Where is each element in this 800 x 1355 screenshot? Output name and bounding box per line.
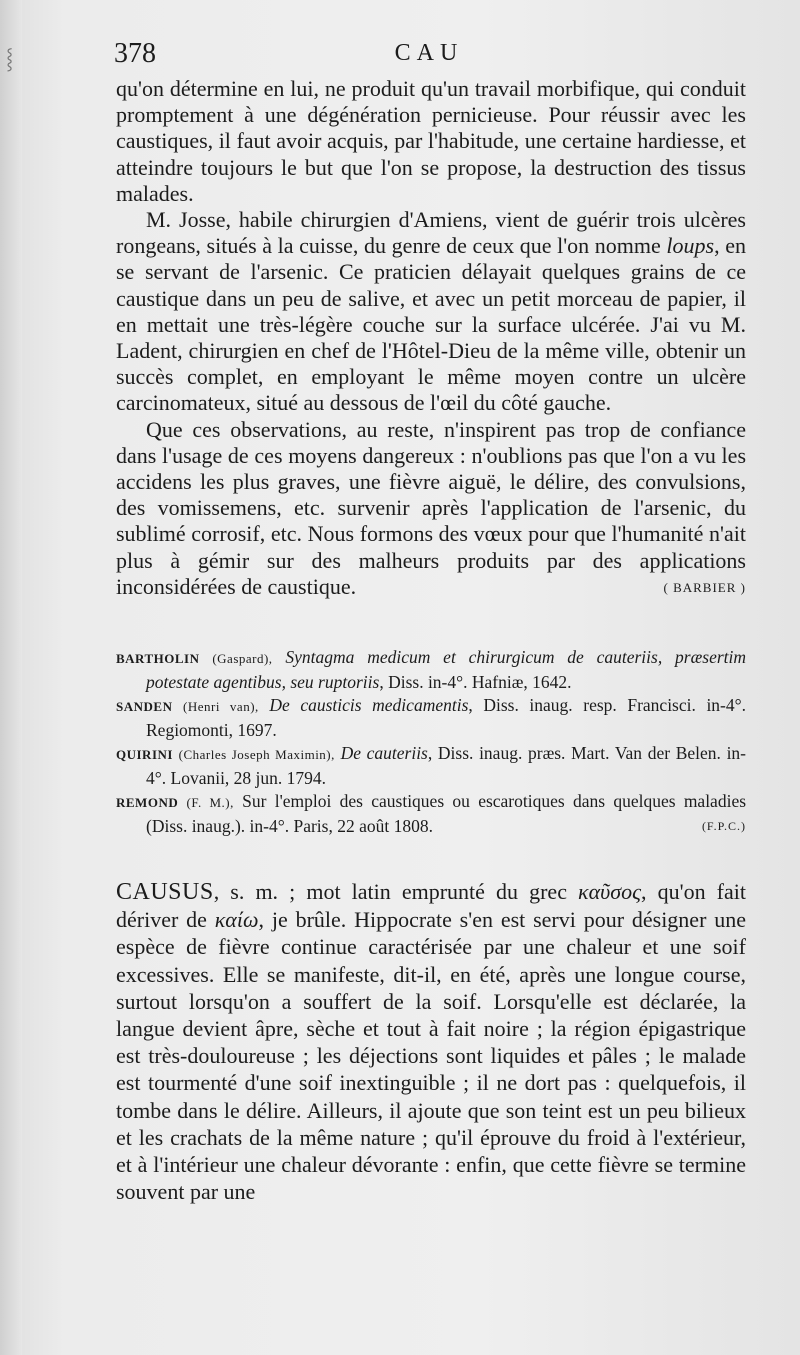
entry-causus (116, 878, 746, 1205)
bib-contributor-initials: (F.P.C.) (701, 818, 746, 833)
bib-author: SANDEN (116, 699, 173, 715)
running-head: CAU (394, 40, 464, 66)
bibliography-entry (116, 742, 746, 790)
causus-text-c: , je brûle. Hippocrate s'en est servi pour désigner une espèce de fièvre continue caractérisée par une chaleur et une soif excessives. Elle se manifeste, dit-il, en été, après une longue course, surtout lorsqu'on a souffert de la soif. Lorsqu'elle est déclarée, la langue devient âpre, sèche et tout à fait noire ; la région épigastrique est très-douloureuse ; les déjections sont liquides et pâles ; le malade est tourmenté d'une soif inextinguible ; il ne dort pas : quelquefois, il tombe dans le délire. Ailleurs, il ajoute que son teint est un peu bilieux et les crachats de la même nature ; qu'il éprouve du froid à l'extérieur, et à l'intérieur une chaleur dévorante : enfin, que cette fièvre se termine souvent par une (116, 907, 746, 1205)
causus-text-b: , qu'on fait dériver de (116, 879, 746, 933)
bibliography-entry (116, 790, 746, 838)
page-number: 378 (114, 38, 156, 69)
causus-text-a: , s. m. ; mot latin emprunté du grec (213, 879, 579, 905)
bib-forename: (Charles Joseph Maximin), (178, 747, 335, 763)
causus-paragraph (116, 878, 746, 1205)
bib-title: De causticis medicamentis (269, 695, 469, 716)
paragraph-2-text-a: M. Josse, habile chirurgien d'Amiens, vient de guérir trois ulcères rongeans, situés à la cuisse, du genre de ceux que l'on nomme (116, 207, 746, 259)
bibliography (116, 646, 746, 838)
paragraph-3: Que ces observations, au reste, n'inspirent pas trop de confiance dans l'usage de ces moyens dangereux : n'oublions pas que l'on a vu les accidens les plus graves, une fièvre aiguë, le délire, des convulsions, des vomissemens, etc. survenir après l'application de l'arsenic, du sublimé corrosif, etc. Nous formons des vœux pour que l'humanité n'ait plus à gémir sur des malheurs produits par des applications inconsidérées de caustique. (116, 416, 746, 599)
greek-word: καίω (214, 907, 259, 933)
paragraph-2-text-b: , en se servant de l'arsenic. Ce praticien délayait quelques grains de ce caustique dans un peu de salive, et avec un petit morceau de papier, il en mettait une très-légère couche sur la surface ulcérée. J'ai vu M. Ladent, chirurgien en chef de l'Hôtel-Dieu de la même ville, obtenir un succès complet, en employant le même moyen contre un ulcère carcinomateux, situé au dessous de l'œil du côté gauche. (116, 233, 746, 416)
bib-forename: (Gaspard), (212, 651, 273, 667)
bib-author: REMOND (116, 795, 179, 811)
paragraph-2-emphasis: loups (666, 233, 715, 259)
bib-author: QUIRINI (116, 747, 173, 763)
page-spine-shadow (0, 0, 22, 1355)
bib-title: Syntagma medicum et chirurgicum de cauteriis, præsertim potestate agentibus, seu ruptoriis (146, 647, 747, 692)
bib-author: BARTHOLIN (116, 651, 200, 667)
paragraph-2 (116, 207, 746, 417)
bibliography-entry (116, 694, 746, 742)
bib-forename: (Henri van), (183, 699, 259, 715)
paragraph-1: qu'on détermine en lui, ne produit qu'un travail morbifique, qui conduit promptement à une dégénération pernicieuse. Pour réussir avec les caustiques, il faut avoir acquis, par l'habitude, une certaine hardiesse, et atteindre toujours le but que l'on se propose, la destruction des tissus malades. (116, 76, 746, 206)
author-signature: ( BARBIER ) (663, 580, 746, 596)
bib-title: De cauteriis (340, 743, 428, 764)
bibliography-entry (116, 646, 746, 694)
bib-details: , Diss. inaug. præs. Mart. Van der Belen. in-4°. Lovanii, 28 jun. 1794. (146, 743, 747, 788)
page-header (114, 38, 744, 74)
margin-mark: ⸾ (6, 46, 14, 70)
greek-word: καῦσος (578, 879, 642, 905)
bib-forename: (F. M.), (186, 795, 234, 811)
bib-details: , Diss. in-4°. Hafniæ, 1642. (379, 671, 572, 692)
text-column (116, 76, 746, 1206)
entry-headword: CAUSUS (116, 879, 214, 906)
bib-details: , Diss. inaug. resp. Francisci. in-4°. Regiomonti, 1697. (146, 695, 747, 740)
bib-details: Sur l'emploi des caustiques ou escarotiques dans quelques maladies (Diss. inaug.). in-4°. Paris, 22 août 1808. (146, 791, 747, 836)
